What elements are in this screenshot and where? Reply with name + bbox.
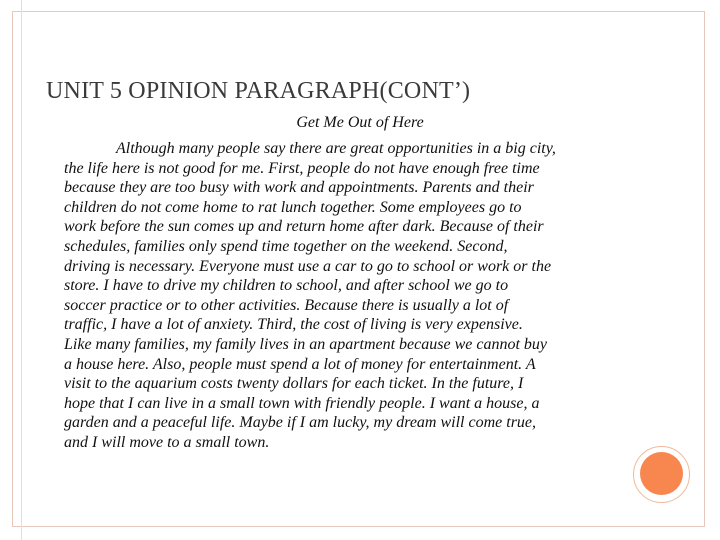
decorative-circle — [640, 452, 683, 495]
paragraph-title: Get Me Out of Here — [296, 114, 424, 131]
paragraph-line: visit to the aquarium costs twenty dollars for each ticket. In the future, I — [64, 375, 524, 393]
paragraph-line: because they are too busy with work and appointments. Parents and their — [64, 179, 534, 197]
paragraph-line: store. I have to drive my children to school, and after school we go to — [64, 277, 509, 295]
slide-title: UNIT 5 OPINION PARAGRAPH(CONT’) — [46, 78, 471, 104]
paragraph-line: and I will move to a small town. — [64, 433, 270, 451]
margin-rule — [21, 0, 22, 540]
paragraph-line: schedules, families only spend time together on the weekend. Second, — [64, 237, 508, 255]
paragraph-line: work before the sun comes up and return home after dark. Because of their — [64, 218, 544, 236]
paragraph-body — [64, 139, 684, 453]
paragraph-line: children do not come home to rat lunch together. Some employees go to — [64, 198, 522, 216]
paragraph-line: the life here is not good for me. First, people do not have enough free time — [64, 159, 540, 177]
paragraph-line: a house here. Also, people must spend a lot of money for entertainment. A — [64, 355, 536, 373]
paragraph-line: driving is necessary. Everyone must use a car to go to school or work or the — [64, 257, 552, 275]
paragraph-line: garden and a peaceful life. Maybe if I am lucky, my dream will come true, — [64, 414, 537, 432]
paragraph-line: Although many people say there are great opportunities in a big city, — [116, 140, 556, 157]
paragraph-line: hope that I can live in a small town with friendly people. I want a house, a — [64, 394, 540, 412]
paragraph-line: soccer practice or to other activities. Because there is usually a lot of — [64, 296, 509, 314]
paragraph-line: traffic, I have a lot of anxiety. Third, the cost of living is very expensive. — [64, 316, 523, 334]
paragraph-line: Like many families, my family lives in an apartment because we cannot buy — [64, 335, 548, 353]
